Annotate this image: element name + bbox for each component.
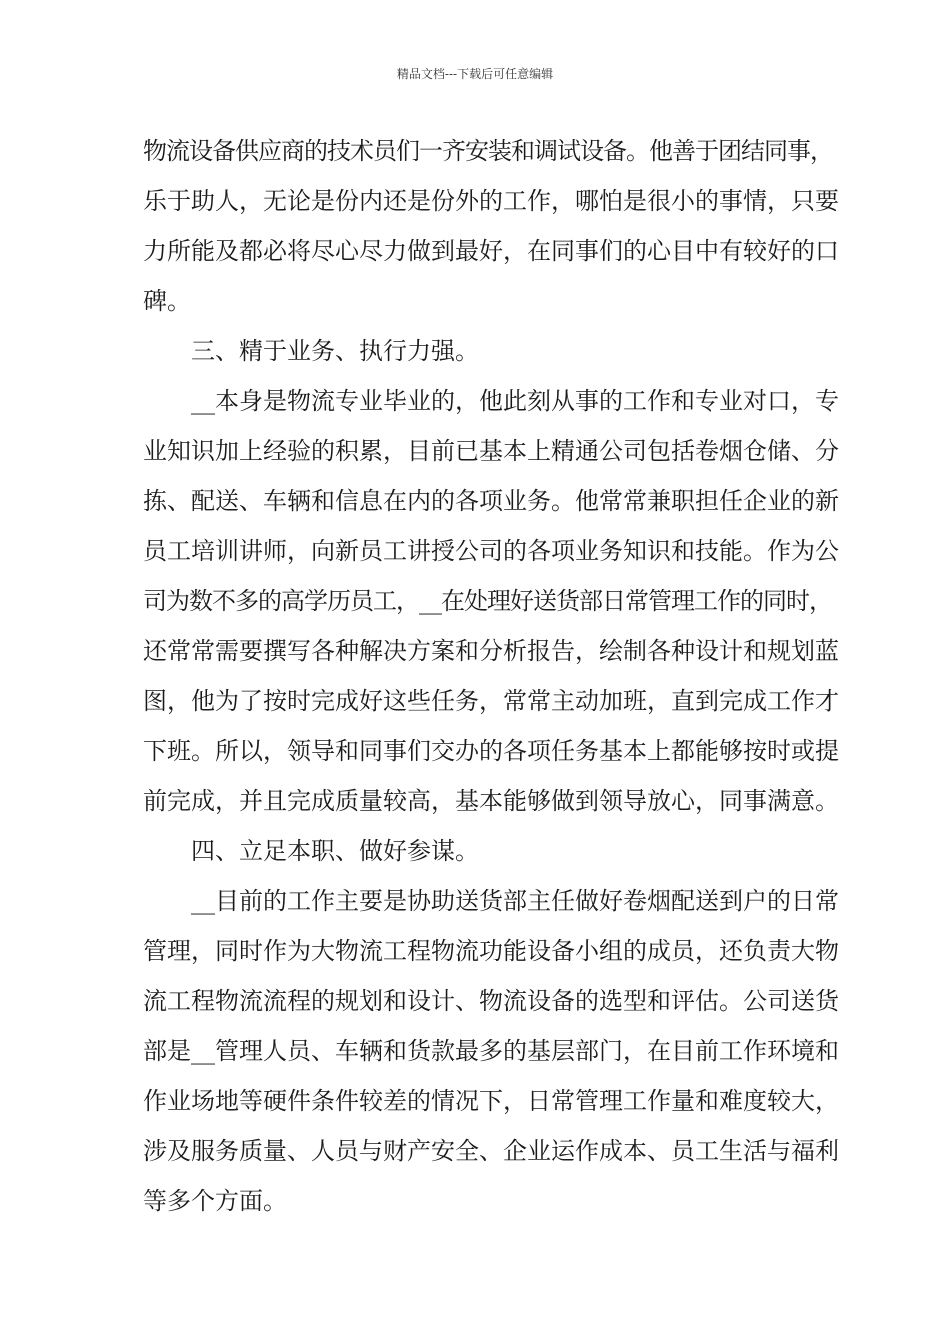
document-body: [143, 126, 839, 1226]
text-line: 前完成，并且完成质量较高，基本能够做到领导放心，同事满意。: [143, 787, 839, 815]
text-line: 司为数不多的高学历员工，__在处理好送货部日常管理工作的同时，: [143, 587, 832, 615]
text-line: __本身是物流专业毕业的，他此刻从事的工作和专业对口，专: [191, 387, 839, 415]
text-line: 员工培训讲师，向新员工讲授公司的各项业务知识和技能。作为公: [143, 537, 839, 565]
text-line: 碑。: [143, 287, 191, 315]
section-heading-4: 四、立足本职、做好参谋。: [191, 837, 479, 865]
text-line: 业知识加上经验的积累，目前已基本上精通公司包括卷烟仓储、分: [143, 437, 839, 465]
text-line: 力所能及都必将尽心尽力做到最好，在同事们的心目中有较好的口: [143, 237, 839, 265]
page-header: 精品文档---下载后可任意编辑: [396, 67, 554, 81]
text-line: 乐于助人，无论是份内还是份外的工作，哪怕是很小的事情，只要: [143, 187, 839, 215]
section-heading-3: 三、精于业务、执行力强。: [191, 337, 479, 365]
text-line: 拣、配送、车辆和信息在内的各项业务。他常常兼职担任企业的新: [143, 487, 839, 515]
text-line: 流工程物流流程的规划和设计、物流设备的选型和评估。公司送货: [143, 987, 839, 1015]
text-line: 管理，同时作为大物流工程物流功能设备小组的成员，还负责大物: [143, 937, 839, 965]
text-line: 物流设备供应商的技术员们一齐安装和调试设备。他善于团结同事，: [143, 137, 833, 165]
text-line: 作业场地等硬件条件较差的情况下，日常管理工作量和难度较大，: [143, 1087, 839, 1115]
text-line: 部是__管理人员、车辆和货款最多的基层部门，在目前工作环境和: [143, 1037, 839, 1065]
text-line: 图，他为了按时完成好这些任务，常常主动加班，直到完成工作才: [143, 687, 839, 715]
text-line: 等多个方面。: [143, 1187, 287, 1215]
text-line: __目前的工作主要是协助送货部主任做好卷烟配送到户的日常: [191, 887, 839, 915]
text-line: 涉及服务质量、人员与财产安全、企业运作成本、员工生活与福利: [143, 1137, 839, 1165]
text-line: 还常常需要撰写各种解决方案和分析报告，绘制各种设计和规划蓝: [143, 637, 839, 665]
text-line: 下班。所以，领导和同事们交办的各项任务基本上都能够按时或提: [143, 737, 839, 765]
